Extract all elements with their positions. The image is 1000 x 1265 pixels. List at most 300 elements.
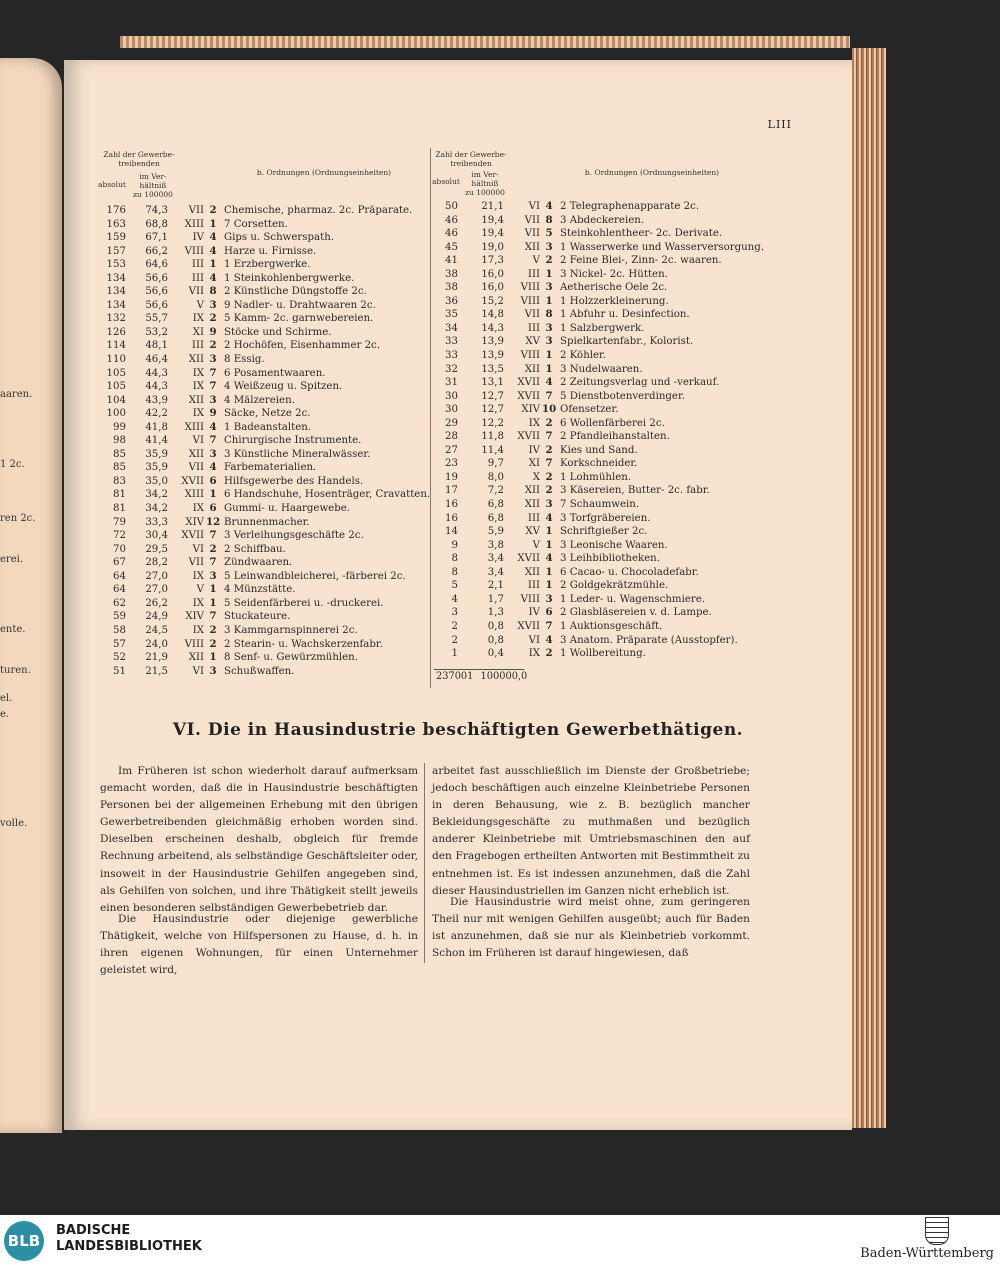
cell-order-name: 2 Künstliche Düngstoffe 2c. — [224, 286, 367, 298]
total-relative: 100000,0 — [480, 671, 528, 682]
cell-class: IX — [192, 597, 204, 609]
cell-order-name: Steinkohlentheer- 2c. Derivate. — [560, 228, 723, 240]
cell-relative: 2,1 — [487, 580, 504, 592]
table-row — [92, 204, 422, 218]
cell-absolute: 134 — [106, 272, 126, 284]
table-row — [92, 407, 422, 421]
cell-absolute: 79 — [113, 516, 126, 528]
total-rule — [434, 669, 524, 670]
cell-order-name: 2 Goldgekrätzmühle. — [560, 580, 669, 592]
cell-class: VI — [528, 634, 540, 646]
page-stack-edge — [120, 36, 850, 48]
cell-relative: 68,8 — [145, 218, 168, 230]
cell-class: XIII — [184, 421, 204, 433]
cell-relative: 0,8 — [487, 634, 504, 646]
cell-class: XII — [524, 485, 540, 497]
cell-absolute: 46 — [445, 228, 458, 240]
cell-order-name: 4 Münzstätte. — [224, 584, 296, 596]
cell-class: VII — [188, 286, 204, 298]
cell-absolute: 33 — [445, 350, 458, 362]
table-row — [92, 312, 422, 326]
cell-class: XII — [524, 566, 540, 578]
cell-order-name: 4 Weißzeug u. Spitzen. — [224, 381, 343, 393]
cell-order-number: 7 — [545, 430, 553, 443]
cell-relative: 56,6 — [145, 299, 168, 311]
cell-class: III — [191, 259, 204, 271]
cell-order-name: 1 Wasserwerke und Wasserversorgung. — [560, 241, 764, 253]
cell-order-number: 3 — [545, 592, 553, 605]
table-row — [92, 597, 422, 611]
cell-class: VII — [188, 462, 204, 474]
table-row — [424, 268, 774, 282]
cell-absolute: 176 — [106, 205, 126, 216]
cell-absolute: 163 — [106, 218, 126, 230]
cell-absolute: 72 — [113, 530, 126, 542]
table-row — [424, 539, 774, 553]
cell-class: V — [196, 299, 204, 311]
table-row — [92, 367, 422, 381]
cell-order-number: 2 — [209, 623, 217, 636]
cell-relative: 74,3 — [145, 205, 168, 216]
cell-absolute: 27 — [445, 444, 458, 456]
cell-order-number: 7 — [209, 380, 217, 393]
cell-order-number: 2 — [209, 637, 217, 650]
left-page — [0, 58, 62, 1133]
cell-absolute: 51 — [113, 665, 126, 677]
cell-order-number: 3 — [209, 447, 217, 460]
cell-class: XVII — [517, 620, 540, 632]
cell-absolute: 5 — [451, 580, 458, 592]
cell-absolute: 33 — [445, 336, 458, 348]
cell-order-name: Gummi- u. Haargewebe. — [224, 503, 350, 515]
cell-order-name: 4 Mälzereien. — [224, 394, 295, 406]
cell-order-name: 1 Abfuhr u. Desinfection. — [560, 309, 690, 321]
cell-absolute: 17 — [445, 485, 458, 497]
cell-class: IX — [528, 417, 540, 429]
cell-absolute: 100 — [106, 408, 126, 420]
cell-order-name: Chirurgische Instrumente. — [224, 435, 362, 447]
cell-absolute: 45 — [445, 241, 458, 253]
library-name-line2: LANDESBIBLIOTHEK — [56, 1239, 202, 1254]
cell-order-number: 1 — [545, 579, 553, 592]
state-name[interactable]: Baden-Württemberg — [860, 1246, 994, 1261]
cell-order-name: 9 Nadler- u. Drahtwaaren 2c. — [224, 299, 376, 311]
cell-class: VI — [192, 543, 204, 555]
cell-relative: 14,3 — [481, 322, 504, 334]
cell-class: XII — [524, 241, 540, 253]
cell-order-name: 2 Hochöfen, Eisenhammer 2c. — [224, 340, 381, 352]
cell-relative: 27,0 — [145, 570, 168, 582]
table-row — [424, 512, 774, 526]
table-row — [424, 390, 774, 404]
page-number: LIII — [767, 118, 792, 131]
cell-relative: 19,4 — [481, 228, 504, 240]
cell-order-number: 1 — [545, 267, 553, 280]
cell-class: III — [527, 322, 540, 334]
table-row — [92, 583, 422, 597]
cell-absolute: 30 — [445, 390, 458, 402]
left-page-fragment: el. — [0, 693, 13, 704]
cell-order-name: 8 Essig. — [224, 354, 265, 366]
cell-absolute: 67 — [113, 557, 126, 569]
cell-order-name: 5 Dienstbotenverdinger. — [560, 390, 685, 402]
table-row — [92, 245, 422, 259]
cell-relative: 13,9 — [481, 350, 504, 362]
cell-order-number: 4 — [209, 461, 217, 474]
cell-relative: 53,2 — [145, 326, 168, 338]
cell-order-name: 2 Stearin- u. Wachskerzenfabr. — [224, 638, 383, 650]
cell-order-number: 6 — [209, 502, 217, 515]
cell-relative: 35,9 — [145, 462, 168, 474]
cell-relative: 30,4 — [145, 530, 168, 542]
cell-order-name: 3 Anatom. Präparate (Ausstopfer). — [560, 634, 738, 646]
cell-relative: 15,2 — [481, 295, 504, 307]
cell-order-number: 4 — [545, 511, 553, 524]
cell-relative: 33,3 — [145, 516, 168, 528]
cell-order-name: 3 Kammgarnspinnerei 2c. — [224, 624, 358, 636]
cell-order-number: 2 — [545, 470, 553, 483]
cell-class: XIII — [184, 218, 204, 230]
cell-relative: 46,4 — [145, 354, 168, 366]
cell-class: XVII — [181, 475, 204, 487]
cell-order-name: Spielkartenfabr., Kolorist. — [560, 336, 694, 348]
cell-relative: 8,0 — [487, 471, 504, 483]
table-row — [92, 272, 422, 286]
body-paragraph: Im Früheren ist schon wiederholt darauf aufmerksam gemacht worden, daß die in Hausindustrie beschäftigten Personen bei der allgemeinen Erhebung mit den übrigen Gewerbetreibenden gleichmäßig erhoben worden sind. Dieselben erscheinen deshalb, obgleich für fremde Rechnung arbeitend, als selbständige Geschäftsleiter oder, insoweit in der Hausindustrie Gehilfen angegeben sind, als Gehilfen von solchen, und ihre Thätigkeit stellt jeweils einen besonderen selbständigen Gewerbebetrieb dar. — [100, 765, 418, 914]
cell-order-number: 2 — [545, 416, 553, 429]
cell-order-number: 2 — [209, 312, 217, 325]
page-fore-edge — [852, 48, 886, 1128]
cell-relative: 6,8 — [487, 512, 504, 524]
cell-absolute: 134 — [106, 299, 126, 311]
cell-class: VIII — [520, 295, 540, 307]
col-header-count: Zahl der Gewerbe- treibenden — [103, 150, 175, 168]
blb-logo[interactable]: BLB — [4, 1221, 44, 1261]
cell-order-number: 7 — [209, 610, 217, 623]
cell-order-number: 4 — [545, 376, 553, 389]
cell-absolute: 2 — [451, 634, 458, 646]
table-row — [92, 353, 422, 367]
cell-class: VII — [524, 214, 540, 226]
cell-relative: 34,2 — [145, 489, 168, 501]
table-row — [92, 231, 422, 245]
cell-class: IV — [528, 444, 540, 456]
body-paragraph: Die Hausindustrie wird meist ohne, zum geringeren Theil nur mit wenigen Gehilfen ausgeübt; auch für Baden ist anzunehmen, daß sie nur als Kleinbetrieb vorkommt. Schon im Früheren ist darauf hingewiesen, daß — [432, 896, 750, 960]
cell-relative: 41,8 — [145, 421, 168, 433]
cell-absolute: 38 — [445, 268, 458, 280]
cell-class: XII — [524, 499, 540, 511]
table-row — [424, 552, 774, 566]
cell-order-name: 1 Steinkohlenbergwerke. — [224, 272, 355, 284]
cell-class: VIII — [520, 593, 540, 605]
total-absolute: 237001 — [436, 671, 474, 682]
cell-order-number: 7 — [209, 434, 217, 447]
cell-absolute: 23 — [445, 458, 458, 470]
cell-order-name: 8 Senf- u. Gewürzmühlen. — [224, 652, 358, 664]
cell-relative: 56,6 — [145, 286, 168, 298]
cell-order-name: Harze u. Firnisse. — [224, 245, 317, 257]
cell-class: III — [527, 268, 540, 280]
table-row — [424, 417, 774, 431]
cell-order-number: 2 — [545, 254, 553, 267]
cell-relative: 19,0 — [481, 241, 504, 253]
cell-class: XIV — [185, 516, 204, 528]
table-row — [424, 322, 774, 336]
table-row — [92, 651, 422, 665]
cell-absolute: 98 — [113, 435, 126, 447]
cell-absolute: 29 — [445, 417, 458, 429]
cell-relative: 28,2 — [145, 557, 168, 569]
cell-relative: 19,4 — [481, 214, 504, 226]
cell-relative: 44,3 — [145, 367, 168, 379]
cell-order-name: Säcke, Netze 2c. — [224, 408, 311, 420]
cell-relative: 3,4 — [487, 553, 504, 565]
cell-absolute: 62 — [113, 597, 126, 609]
cell-class: XIII — [184, 489, 204, 501]
cell-relative: 12,7 — [481, 390, 504, 402]
cell-absolute: 85 — [113, 448, 126, 460]
cell-absolute: 46 — [445, 214, 458, 226]
col-header-relative: im Ver- hältniß zu 100000 — [465, 170, 505, 197]
cell-absolute: 2 — [451, 620, 458, 632]
cell-class: VIII — [184, 245, 204, 257]
cell-absolute: 28 — [445, 431, 458, 443]
cell-class: V — [532, 539, 540, 551]
right-table — [424, 200, 774, 661]
cell-order-name: 5 Seidenfärberei u. -druckerei. — [224, 597, 384, 609]
cell-class: IV — [192, 232, 204, 244]
cell-order-number: 1 — [209, 596, 217, 609]
cell-absolute: 35 — [445, 309, 458, 321]
table-row — [92, 475, 422, 489]
cell-order-number: 7 — [545, 389, 553, 402]
cell-order-name: 7 Corsetten. — [224, 218, 288, 230]
cell-absolute: 52 — [113, 652, 126, 664]
table-row — [424, 484, 774, 498]
cell-class: VIII — [184, 638, 204, 650]
table-row — [424, 349, 774, 363]
cell-absolute: 4 — [451, 593, 458, 605]
cell-order-number: 3 — [209, 393, 217, 406]
cell-order-number: 7 — [545, 457, 553, 470]
cell-class: IX — [192, 381, 204, 393]
table-row — [424, 606, 774, 620]
cell-class: VII — [188, 557, 204, 569]
cell-relative: 11,4 — [481, 444, 504, 456]
table-row — [92, 624, 422, 638]
cell-order-number: 1 — [209, 651, 217, 664]
book-page — [64, 60, 852, 1130]
cell-relative: 0,8 — [487, 620, 504, 632]
cell-order-name: 1 Auktionsgeschäft. — [560, 620, 663, 632]
cell-order-name: 3 Leonische Waaren. — [560, 539, 668, 551]
table-row — [92, 610, 422, 624]
cell-class: XV — [525, 336, 540, 348]
cell-order-number: 4 — [545, 552, 553, 565]
table-row — [92, 570, 422, 584]
cell-order-name: 3 Nudelwaaren. — [560, 363, 643, 375]
cell-order-name: 2 Schiffbau. — [224, 543, 286, 555]
cell-absolute: 157 — [106, 245, 126, 257]
cell-order-name: 1 Badeanstalten. — [224, 421, 312, 433]
library-name[interactable] — [56, 1223, 202, 1255]
cell-order-name: Korkschneider. — [560, 458, 638, 470]
cell-absolute: 50 — [445, 201, 458, 212]
left-table — [92, 204, 431, 678]
col-header-absolut: absolut — [432, 177, 460, 186]
cell-absolute: 81 — [113, 503, 126, 515]
cell-order-number: 1 — [545, 294, 553, 307]
left-page-fragment: aaren. — [0, 389, 33, 400]
cell-order-name: 1 Leder- u. Wagenschmiere. — [560, 593, 706, 605]
cell-relative: 3,4 — [487, 566, 504, 578]
cell-class: III — [527, 580, 540, 592]
cell-order-name: Gips u. Schwerspath. — [224, 232, 335, 244]
cell-relative: 7,2 — [487, 485, 504, 497]
cell-order-name: 2 Feine Blei-, Zinn- 2c. waaren. — [560, 255, 722, 267]
cell-order-name: 3 Torfgräbereien. — [560, 512, 651, 524]
cell-class: XVII — [517, 390, 540, 402]
cell-order-number: 3 — [545, 321, 553, 334]
table-row — [424, 593, 774, 607]
left-page-fragment: erei. — [0, 554, 23, 565]
left-page-fragment: ente. — [0, 624, 26, 635]
cell-class: VI — [192, 435, 204, 447]
cell-order-name: 1 Erzbergwerke. — [224, 259, 311, 271]
cell-absolute: 36 — [445, 295, 458, 307]
body-paragraph: arbeitet fast ausschließlich im Dienste der Großbetriebe; jedoch beschäftigen auch einzelne Kleinbetriebe Personen in deren Behausung, wie z. B. bezüglich mancher Bekleidungsgeschäfte zu muthmaßen und bezüglich anderer Kleinbetriebe mit Umtriebsmaschinen den auf den Fragebogen ertheilten Antworten mit Bestimmtheit zu entnehmen ist. Es ist indessen anzunehmen, daß die Zahl dieser Hausindustriellen im Ganzen nicht erheblich ist. — [432, 765, 750, 897]
cell-relative: 16,0 — [481, 268, 504, 280]
table-row — [424, 335, 774, 349]
cell-class: XVII — [517, 377, 540, 389]
cell-relative: 24,9 — [145, 611, 168, 623]
cell-order-number: 4 — [209, 244, 217, 257]
cell-class: IX — [192, 408, 204, 420]
cell-order-name: 2 Zeitungsverlag und -verkauf. — [560, 377, 720, 389]
cell-relative: 48,1 — [145, 340, 168, 352]
cell-order-number: 1 — [545, 538, 553, 551]
cell-order-number: 1 — [209, 217, 217, 230]
cell-class: VII — [524, 309, 540, 321]
table-row — [92, 448, 422, 462]
left-page-fragment: turen. — [0, 665, 31, 676]
cell-relative: 1,7 — [487, 593, 504, 605]
table-row — [424, 295, 774, 309]
cell-class: XVII — [181, 530, 204, 542]
cell-order-name: Brunnenmacher. — [224, 516, 310, 528]
library-name-line1: BADISCHE — [56, 1223, 131, 1238]
cell-order-number: 12 — [206, 515, 221, 528]
cell-relative: 21,5 — [145, 665, 168, 677]
cell-order-number: 10 — [542, 403, 557, 416]
table-row — [92, 516, 422, 530]
state-crest-icon — [925, 1217, 949, 1245]
table-row — [424, 525, 774, 539]
cell-relative: 27,0 — [145, 584, 168, 596]
col-header-orders: b. Ordnungen (Ordnungseinheiten) — [584, 168, 720, 177]
cell-absolute: 64 — [113, 584, 126, 596]
cell-order-number: 6 — [209, 474, 217, 487]
cell-absolute: 85 — [113, 462, 126, 474]
table-row — [92, 665, 422, 679]
cell-order-name: 6 Posamentwaaren. — [224, 367, 326, 379]
cell-relative: 14,8 — [481, 309, 504, 321]
cell-class: IX — [192, 367, 204, 379]
cell-absolute: 126 — [106, 326, 126, 338]
cell-relative: 35,0 — [145, 475, 168, 487]
cell-absolute: 41 — [445, 255, 458, 267]
table-row — [92, 461, 422, 475]
cell-order-number: 2 — [209, 204, 217, 216]
cell-order-name: Zündwaaren. — [224, 557, 293, 569]
cell-class: XI — [528, 458, 540, 470]
cell-relative: 12,7 — [481, 404, 504, 416]
cell-class: IX — [192, 624, 204, 636]
cell-class: XII — [524, 363, 540, 375]
cell-relative: 67,1 — [145, 232, 168, 244]
table-row — [424, 200, 774, 214]
cell-absolute: 8 — [451, 566, 458, 578]
cell-order-name: 3 Käsereien, Butter- 2c. fabr. — [560, 485, 710, 497]
cell-order-number: 1 — [209, 488, 217, 501]
cell-order-name: 6 Cacao- u. Chocoladefabr. — [560, 566, 699, 578]
table-row — [92, 529, 422, 543]
col-header-relative: im Ver- hältniß zu 100000 — [133, 172, 173, 199]
cell-relative: 55,7 — [145, 313, 168, 325]
cell-relative: 13,9 — [481, 336, 504, 348]
table-row — [424, 241, 774, 255]
section-title: VI. Die in Hausindustrie beschäftigten Gewerbethätigen. — [172, 720, 744, 740]
cell-relative: 41,4 — [145, 435, 168, 447]
left-page-fragment: volle. — [0, 818, 28, 829]
cell-absolute: 59 — [113, 611, 126, 623]
cell-order-number: 7 — [209, 366, 217, 379]
col-header-count: Zahl der Gewerbe- treibenden — [435, 150, 507, 168]
cell-order-number: 7 — [209, 529, 217, 542]
cell-order-name: Schriftgießer 2c. — [560, 526, 648, 538]
cell-absolute: 105 — [106, 381, 126, 393]
table-row — [92, 326, 422, 340]
cell-order-name: 2 Köhler. — [560, 350, 607, 362]
cell-class: XI — [192, 326, 204, 338]
cell-class: XII — [188, 652, 204, 664]
table-row — [92, 638, 422, 652]
cell-absolute: 34 — [445, 322, 458, 334]
col-header-orders: b. Ordnungen (Ordnungseinheiten) — [256, 168, 392, 177]
cell-absolute: 31 — [445, 377, 458, 389]
cell-relative: 24,5 — [145, 624, 168, 636]
cell-order-number: 1 — [545, 565, 553, 578]
cell-class: IX — [192, 570, 204, 582]
cell-absolute: 14 — [445, 526, 458, 538]
cell-class: V — [532, 255, 540, 267]
cell-class: IX — [192, 503, 204, 515]
cell-relative: 44,3 — [145, 381, 168, 393]
cell-absolute: 8 — [451, 553, 458, 565]
cell-absolute: 64 — [113, 570, 126, 582]
cell-class: XV — [525, 526, 540, 538]
cell-class: VII — [524, 228, 540, 240]
cell-class: III — [527, 512, 540, 524]
cell-class: III — [191, 272, 204, 284]
cell-order-number: 1 — [209, 583, 217, 596]
cell-order-name: Hilfsgewerbe des Handels. — [224, 475, 364, 487]
cell-order-number: 4 — [545, 200, 553, 212]
cell-relative: 34,2 — [145, 503, 168, 515]
cell-class: V — [196, 584, 204, 596]
cell-order-number: 2 — [209, 339, 217, 352]
cell-order-name: Stöcke und Schirme. — [224, 326, 332, 338]
